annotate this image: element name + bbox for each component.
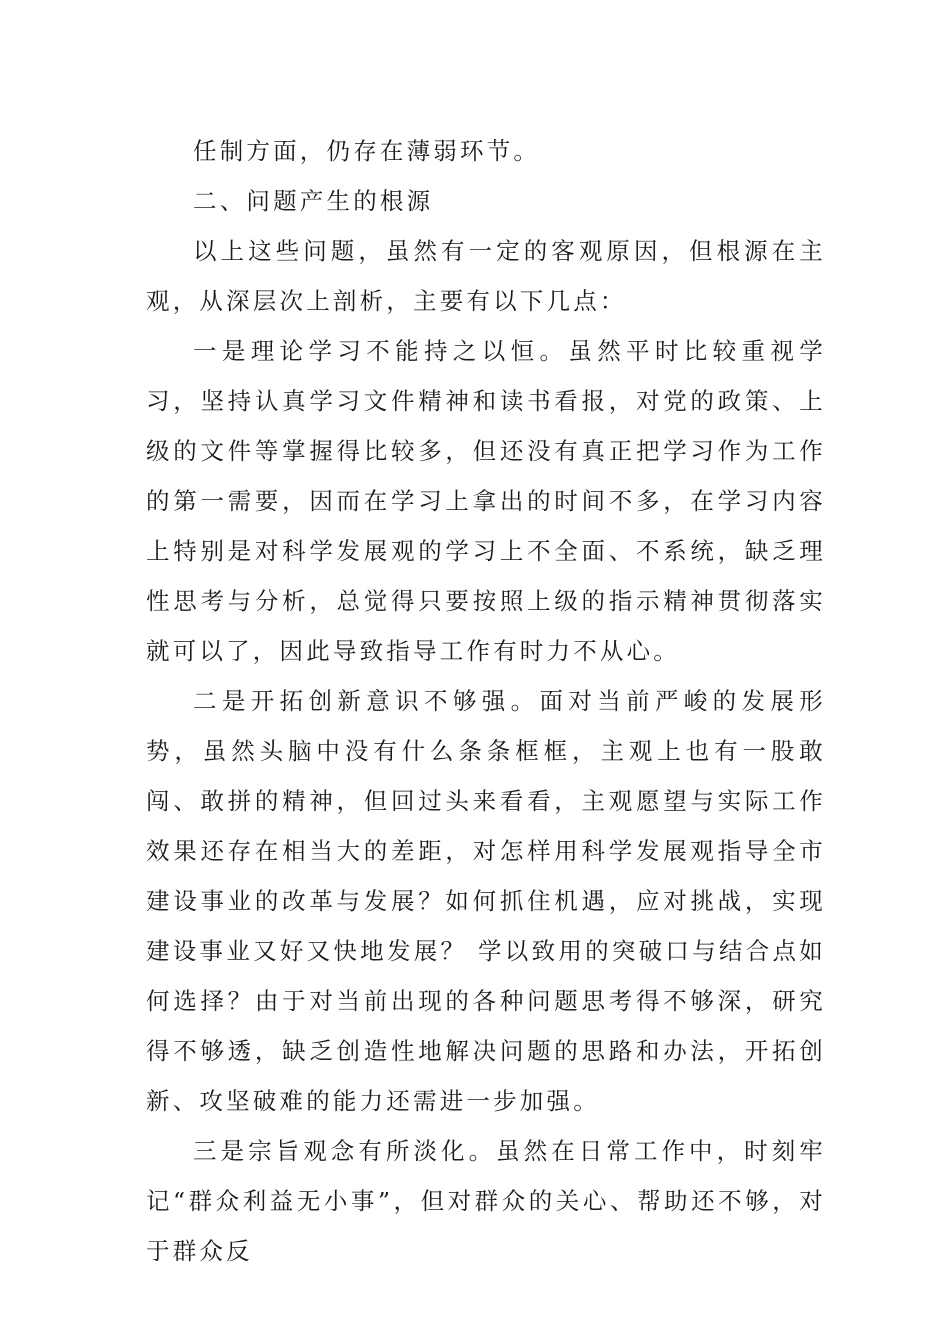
document-body — [146, 126, 826, 1276]
section-heading: 二、问题产生的根源 — [193, 187, 434, 215]
paragraph-point-one: 一是理论学习不能持之以恒。虽然平时比较重视学习，坚持认真学习文件精神和读书看报，对党的政策、上级的文件等掌握得比较多，但还没有真正把学习作为工作的第一需要，因而在学习上拿出的时间不多，在学习内容上特别是对科学发展观的学习上不全面、不系统，缺乏理性思考与分析，总觉得只要按照上级的指示精神贯彻落实就可以了，因此导致指导工作有时力不从心。 — [146, 337, 826, 665]
paragraph-continued: 任制方面，仍存在薄弱环节。 — [193, 137, 541, 165]
paragraph-intro: 以上这些问题，虽然有一定的客观原因，但根源在主观，从深层次上剖析，主要有以下几点： — [146, 237, 826, 315]
paragraph-point-two: 二是开拓创新意识不够强。面对当前严峻的发展形势，虽然头脑中没有什么条条框框，主观上也有一股敢闯、敢拼的精神，但回过头来看看，主观愿望与实际工作效果还存在相当大的差距，对怎样用科学发展观指导全市建设事业的改革与发展？如何抓住机遇，应对挑战，实现建设事业又好又快地发展？ 学以致用的突破口与结合点如何选择？由于对当前出现的各种问题思考得不够深，研究得不够透，缺乏创造性地解决问题的思路和办法，开拓创新、攻坚破难的能力还需进一步加强。 — [146, 687, 826, 1115]
paragraph-point-three: 三是宗旨观念有所淡化。虽然在日常工作中，时刻牢记“群众利益无小事”，但对群众的关心、帮助还不够，对于群众反 — [146, 1137, 826, 1265]
